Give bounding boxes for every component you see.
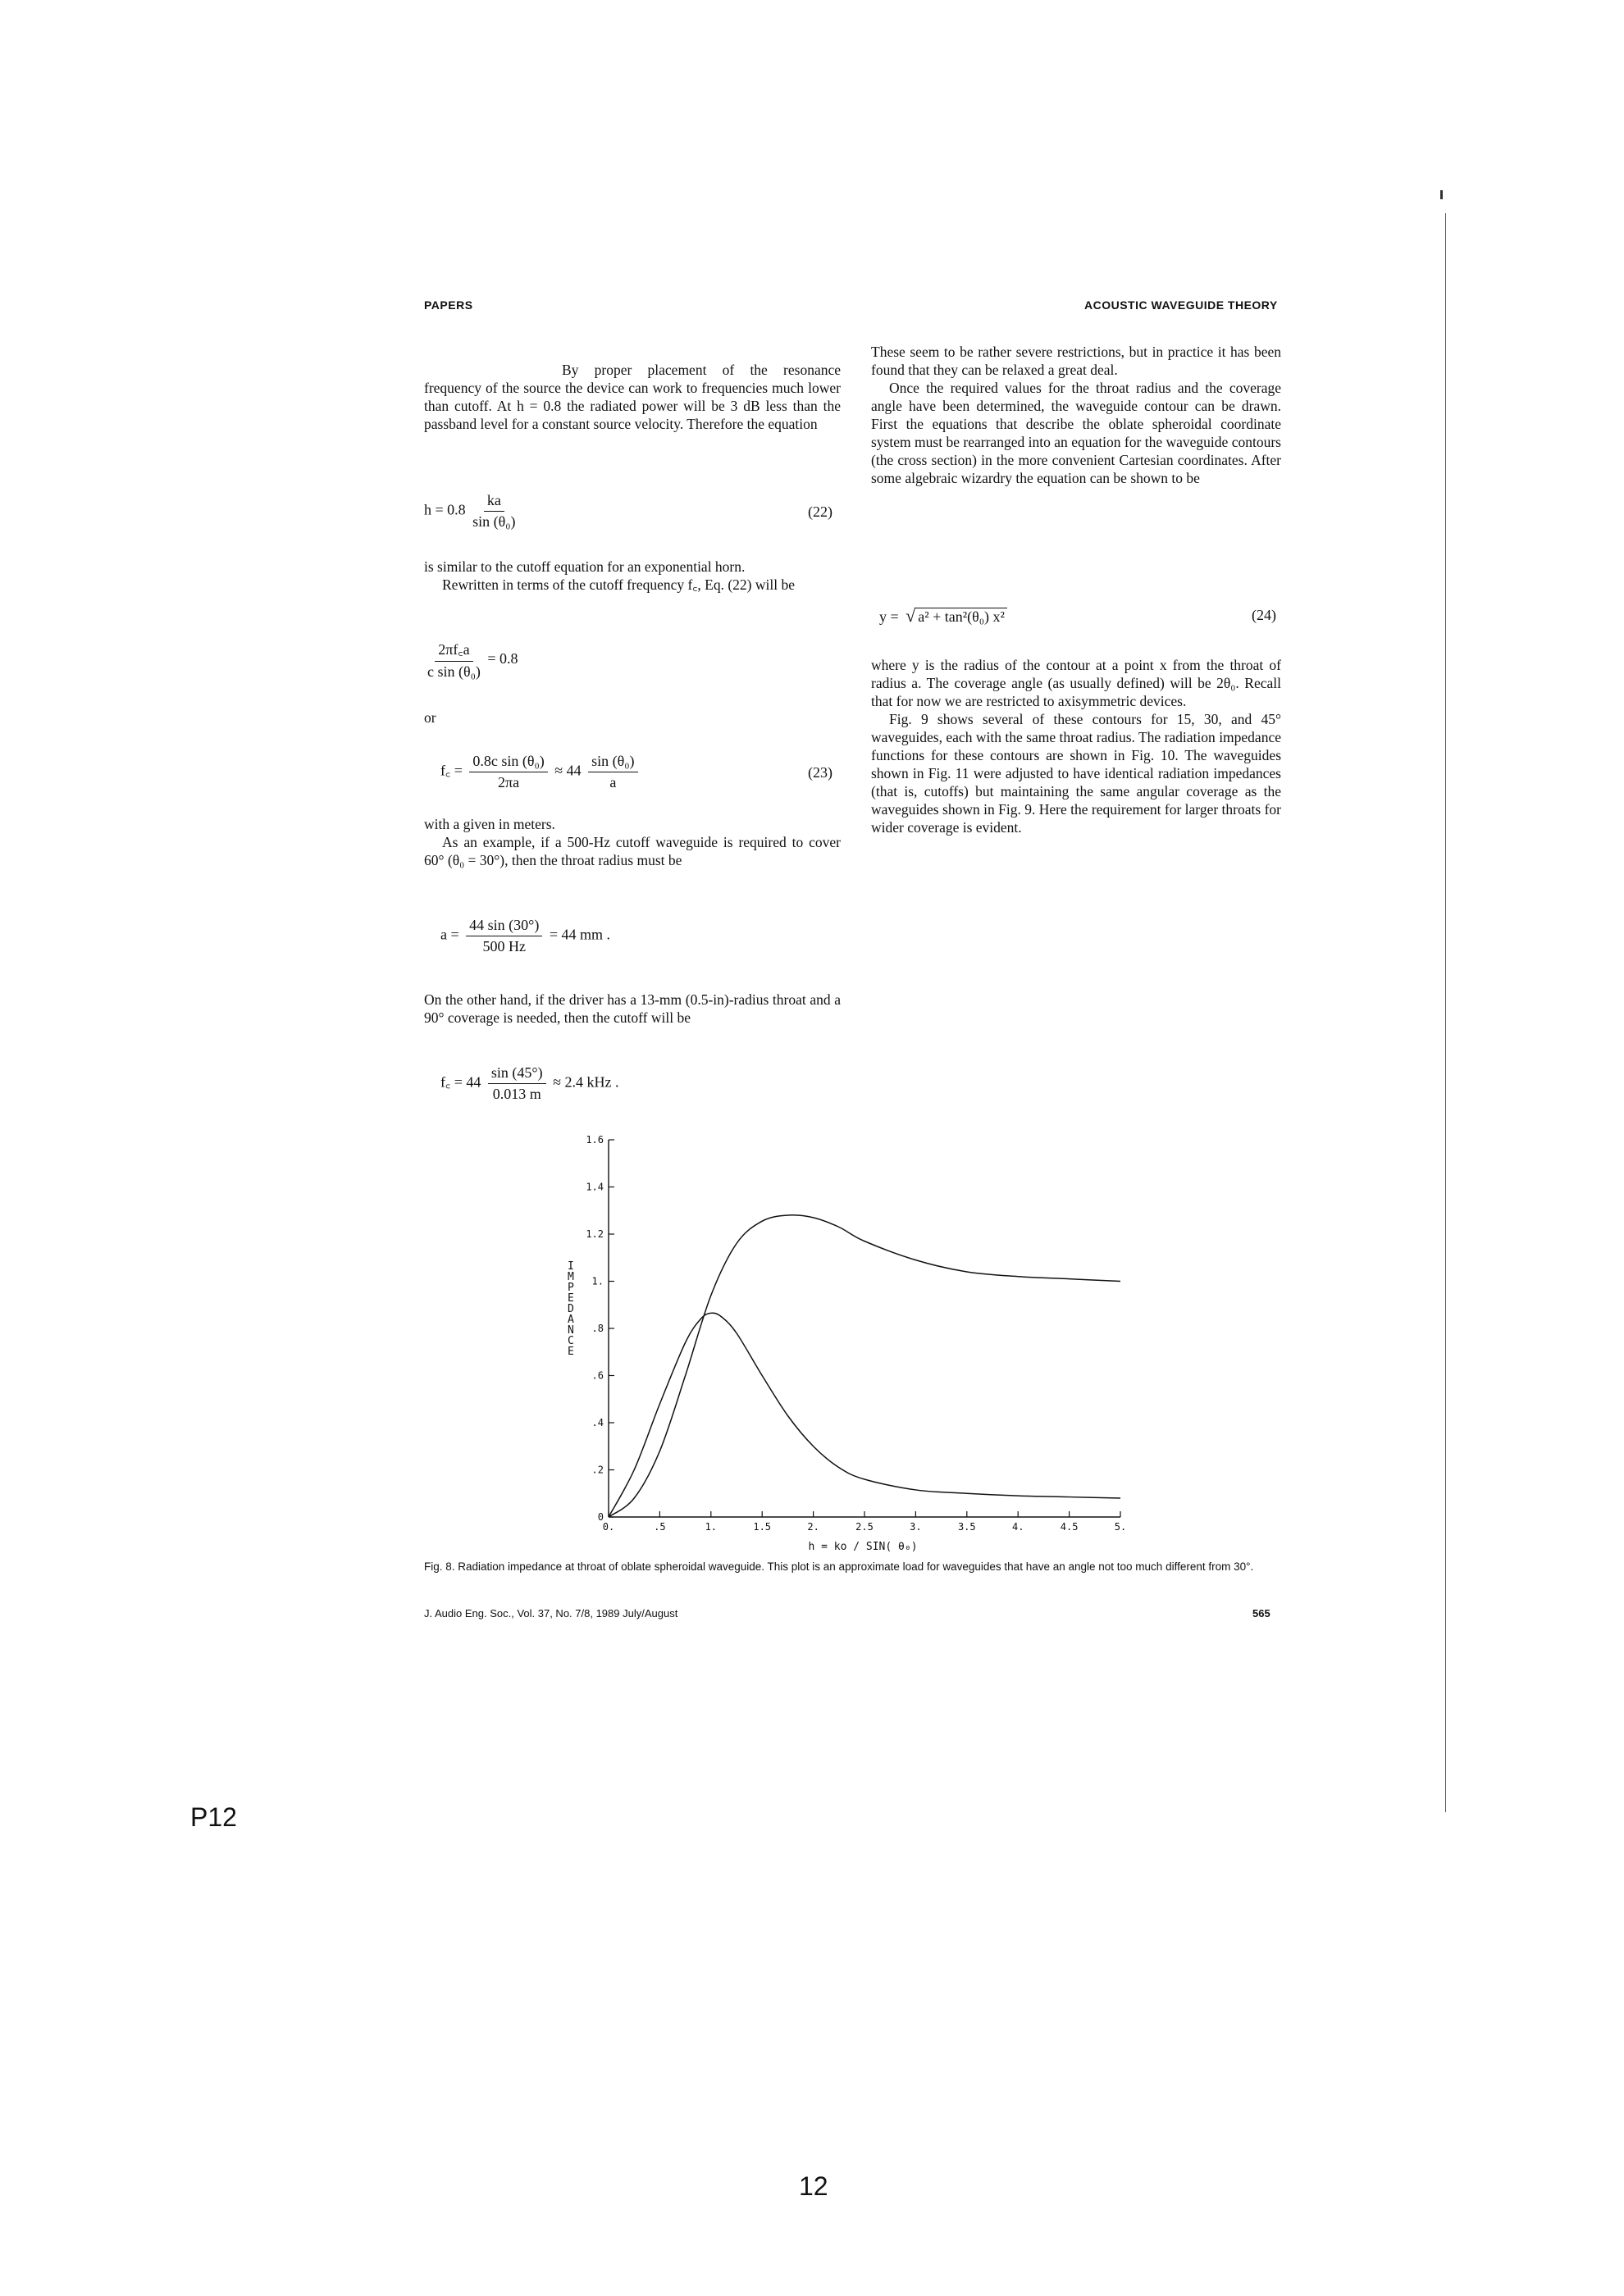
y-tick-label: .2 (591, 1464, 604, 1476)
x-tick-label: 4.5 (1060, 1521, 1079, 1533)
y-tick-label: .8 (591, 1323, 604, 1334)
chart-y-label: I M P E D A N C E (568, 1260, 574, 1359)
x-tick-label: .5 (654, 1521, 666, 1533)
y-tick-label: 0 (597, 1511, 604, 1523)
chart-x-label: h = ko / SIN( θ₀) (808, 1541, 918, 1553)
left-paragraph-2: is similar to the cutoff equation for an exponential horn. Rewritten in terms of the cutoff frequency f꜀, Eq. (22) will be (424, 558, 795, 593)
x-tick-label: 3. (910, 1521, 922, 1533)
footer-page: 565 (1252, 1607, 1270, 1620)
x-tick-label: 3.5 (957, 1521, 976, 1533)
y-tick-label: 1. (591, 1275, 604, 1287)
page-number: 12 (799, 2171, 828, 2201)
x-tick-label: 4. (1011, 1521, 1024, 1533)
figure-caption: Fig. 8. Radiation impedance at throat of oblate spheroidal waveguide. This plot is an approximate load for waveguides that have an angle not too much different from 30°. (424, 1560, 1254, 1573)
impedance-chart (558, 1132, 1148, 1574)
margin-mark: P12 (190, 1802, 237, 1832)
left-paragraph-4: On the other hand, if the driver has a 13-mm (0.5-in)-radius throat and a 90° coverage is needed, then the cutoff will be (424, 991, 841, 1026)
impedance-curve-1 (609, 1215, 1120, 1517)
y-tick-label: .4 (591, 1417, 604, 1428)
impedance-curve-2 (609, 1313, 1120, 1517)
left-paragraph-3: with a given in meters. As an example, if a 500-Hz cutoff waveguide is required to cover 60° (θ₀ = 30°), then the throat radius must be (424, 816, 841, 868)
y-tick-label: .6 (591, 1369, 604, 1382)
x-tick-label: 2.5 (855, 1521, 874, 1533)
equation-23-number: (23) (808, 764, 833, 781)
right-paragraph-2: where y is the radius of the contour at a point x from the throat of radius a. The coverage angle (as usually defined) will be 2θ₀. Recall that for now we are restricted to axisymmetric devices. Fig. 9 shows several of these contours for 15, 30, and 45° waveguides, each with the same throat radius. The radiation impedance functions for these contours are shown in Fig. 10. The waveguides shown in Fig. 11 were adjusted to have identical radiation impedances (that is, cutoffs) but maintaining the same angular coverage as the waveguides shown in Fig. 9. Here the requirement for larger throats for wider coverage is evident. (871, 657, 1281, 836)
scan-margin-line (1445, 213, 1446, 1812)
left-paragraph-1: By proper placement of the resonance frequency of the source the device can work to frequencies much lower than cutoff. At h = 0.8 the radiated power will be 3 dB less than the passband level for a constant source velocity. Therefore the equation (424, 362, 841, 432)
or-word: or (424, 709, 436, 726)
running-header-right: ACOUSTIC WAVEGUIDE THEORY (1084, 298, 1278, 312)
x-tick-label: 0. (602, 1521, 615, 1533)
equation-23: f꜀ = $\frac{\text{0.8c sin (θ₀)}}{2\pi a}$ ≈ 44 $\frac{\text{sin (θ₀)}}{a}$ (440, 753, 641, 791)
equation-22: h = 0.8 $\frac{ka}{\text{sin (θ₀)}}$ (424, 492, 516, 530)
scan-corner-mark (1440, 190, 1443, 199)
equation-24: y = √ a² + tan²(θ₀) x² (879, 605, 1007, 626)
x-tick-label: 5. (1114, 1521, 1127, 1533)
equation-cutoff: $\frac{2\pi f꜀a}{\text{c sin (θ₀)}}$ = 0.8 (427, 641, 518, 680)
footer-citation: J. Audio Eng. Soc., Vol. 37, No. 7/8, 1989 July/August (424, 1607, 678, 1620)
running-header-left: PAPERS (424, 298, 473, 312)
y-tick-label: 1.6 (586, 1134, 604, 1146)
x-tick-label: 2. (807, 1521, 819, 1533)
equation-22-number: (22) (808, 503, 833, 520)
y-tick-label: 1.2 (586, 1228, 604, 1240)
equation-cutoff-example: f꜀ = 44 $\frac{\sin (45^\circ)}{0.013 m}$ ≈ 2.4 kHz . (440, 1064, 619, 1102)
x-tick-label: 1. (705, 1521, 718, 1533)
right-paragraph-1: These seem to be rather severe restrictions, but in practice it has been found that they can be relaxed a great deal. Once the required values for the throat radius and the coverage angle have been determined, the waveguide contour can be drawn. First the equations that describe the oblate spheroidal coordinate system must be rearranged into an equation for the waveguide contours (the cross section) in the more convenient Cartesian coordinates. After some algebraic wizardry the equation can be shown to be (871, 344, 1281, 486)
equation-24-number: (24) (1252, 607, 1276, 623)
y-tick-label: 1.4 (586, 1181, 604, 1193)
x-tick-label: 1.5 (753, 1521, 772, 1533)
equation-throat-radius: a = $\frac{44 \sin (30^\circ)}{500 Hz}$ = 44 mm . (440, 917, 610, 954)
